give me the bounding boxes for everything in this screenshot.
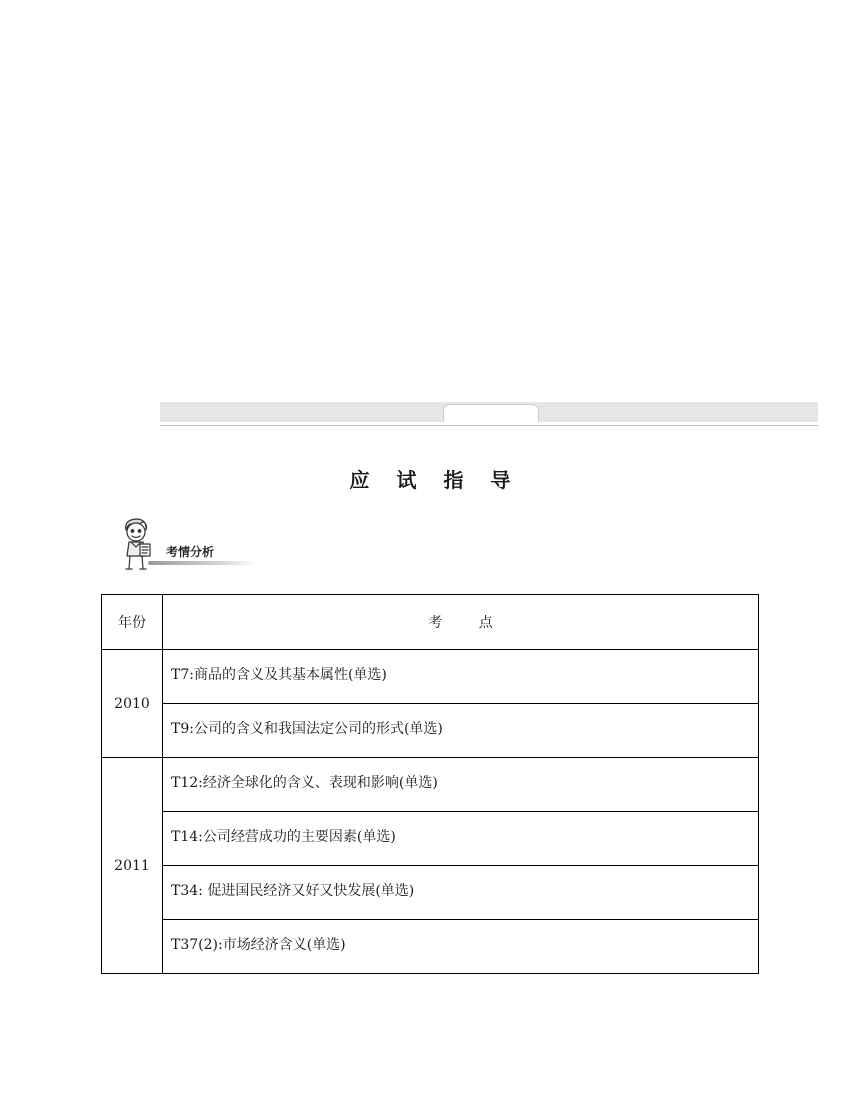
point-cell: T9:公司的含义和我国法定公司的形式(单选) [163,704,759,758]
year-cell-2011: 2011 [102,758,163,974]
table-row [102,812,759,866]
point-cell: T34: 促进国民经济又好又快发展(单选) [163,866,759,920]
section-underline [148,561,256,565]
table-row [102,920,759,974]
point-cell: T14:公司经营成功的主要因素(单选) [163,812,759,866]
header-tab [443,404,539,422]
table-row [102,650,759,704]
header-points: 考 点 [163,595,759,650]
point-cell: T37(2):市场经济含义(单选) [163,920,759,974]
table-row [102,758,759,812]
table-row [102,704,759,758]
header-year: 年份 [102,595,163,650]
section-label-exam-analysis: 考情分析 [166,545,215,559]
table-header-row [102,595,759,650]
table-row [102,866,759,920]
point-cell: T12:经济全球化的含义、表现和影响(单选) [163,758,759,812]
page-header-band [160,402,818,422]
header-divider [160,425,818,426]
point-cell: T7:商品的含义及其基本属性(单选) [163,650,759,704]
year-cell-2010: 2010 [102,650,163,758]
exam-points-table [101,594,759,974]
page-title: 应 试 指 导 [349,468,521,492]
